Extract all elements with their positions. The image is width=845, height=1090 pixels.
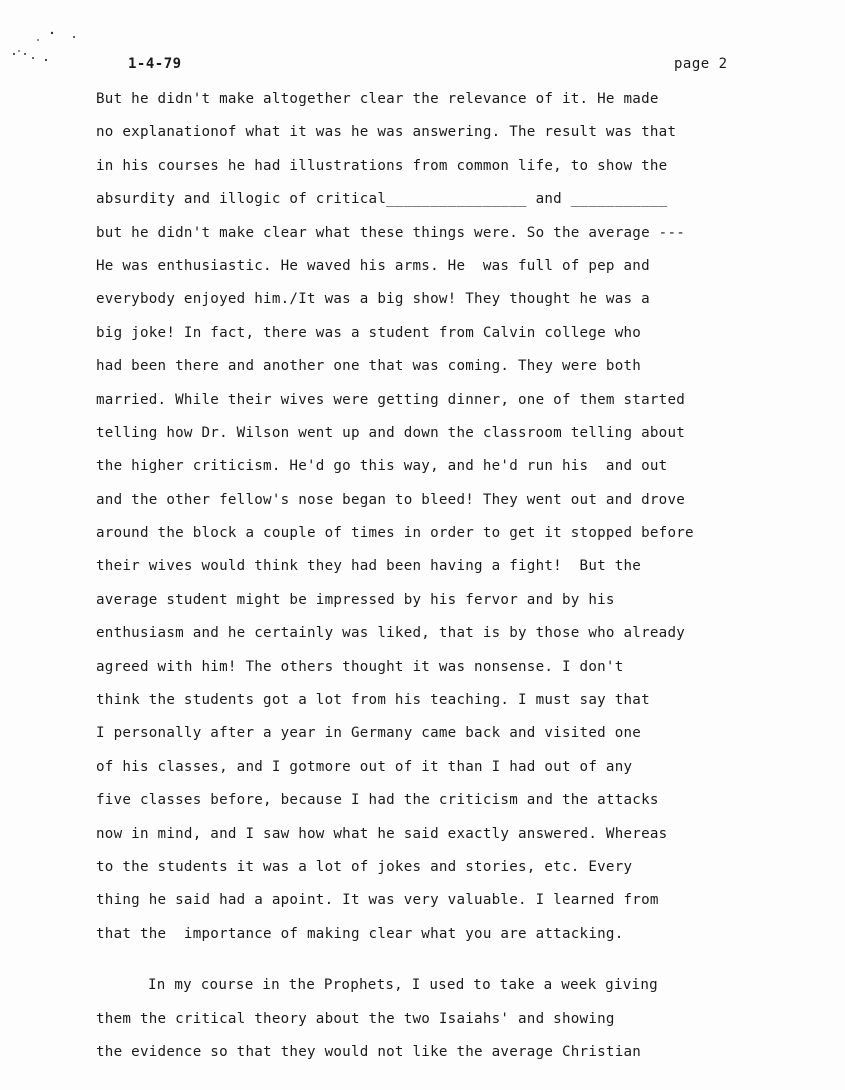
text-line: agreed with him! The others thought it was nonsense. I don't [96, 658, 624, 675]
text-line: absurdity and illogic of critical________________ and ___________ [96, 191, 668, 208]
paragraph-1 [96, 88, 806, 956]
text-line: I personally after a year in Germany came back and visited one [96, 725, 642, 742]
text-line: think the students got a lot from his teaching. I must say that [96, 692, 650, 709]
text-line: five classes before, because I had the criticism and the attacks [96, 792, 659, 809]
text-line: enthusiasm and he certainly was liked, that is by those who already [96, 625, 686, 642]
text-line: that the importance of making clear what you are attacking. [96, 925, 624, 942]
text-line: thing he said had a apoint. It was very valuable. I learned from [96, 892, 659, 909]
text-line: big joke! In fact, there was a student from Calvin college who [96, 324, 642, 341]
text-line: around the block a couple of times in order to get it stopped before [96, 525, 694, 542]
paragraph-2 [96, 974, 806, 1074]
document-body [96, 88, 806, 1074]
text-line: He was enthusiastic. He waved his arms. He was full of pep and [96, 257, 650, 274]
page-number: page 2 [674, 56, 728, 72]
text-line: But he didn't make altogether clear the relevance of it. He made [96, 91, 659, 107]
text-line: average student might be impressed by his fervor and by his [96, 591, 615, 608]
paragraph-gap [96, 956, 806, 974]
text-line: no explanationof what it was he was answering. The result was that [96, 124, 677, 141]
text-line: their wives would think they had been having a fight! But the [96, 558, 642, 575]
scan-speck-marks [8, 30, 78, 70]
document-date: 1-4-79 [128, 56, 182, 72]
text-line: of his classes, and I gotmore out of it than I had out of any [96, 758, 633, 775]
text-line: and the other fellow's nose began to bleed! They went out and drove [96, 491, 686, 508]
text-line: telling how Dr. Wilson went up and down the classroom telling about [96, 424, 686, 441]
text-line: in his courses he had illustrations from common life, to show the [96, 157, 668, 174]
text-line: everybody enjoyed him./It was a big show! They thought he was a [96, 291, 650, 308]
text-line: had been there and another one that was coming. They were both [96, 358, 642, 375]
text-line: the evidence so that they would not like the average Christian [96, 1043, 642, 1060]
text-line: married. While their wives were getting dinner, one of them started [96, 391, 686, 408]
text-line: to the students it was a lot of jokes and stories, etc. Every [96, 858, 633, 875]
text-line: the higher criticism. He'd go this way, and he'd run his and out [96, 458, 668, 475]
text-line: but he didn't make clear what these things were. So the average --- [96, 224, 686, 241]
text-line: them the critical theory about the two Isaiahs' and showing [96, 1010, 615, 1027]
text-line: now in mind, and I saw how what he said exactly answered. Whereas [96, 825, 668, 842]
text-line: In my course in the Prophets, I used to take a week giving [148, 977, 658, 994]
